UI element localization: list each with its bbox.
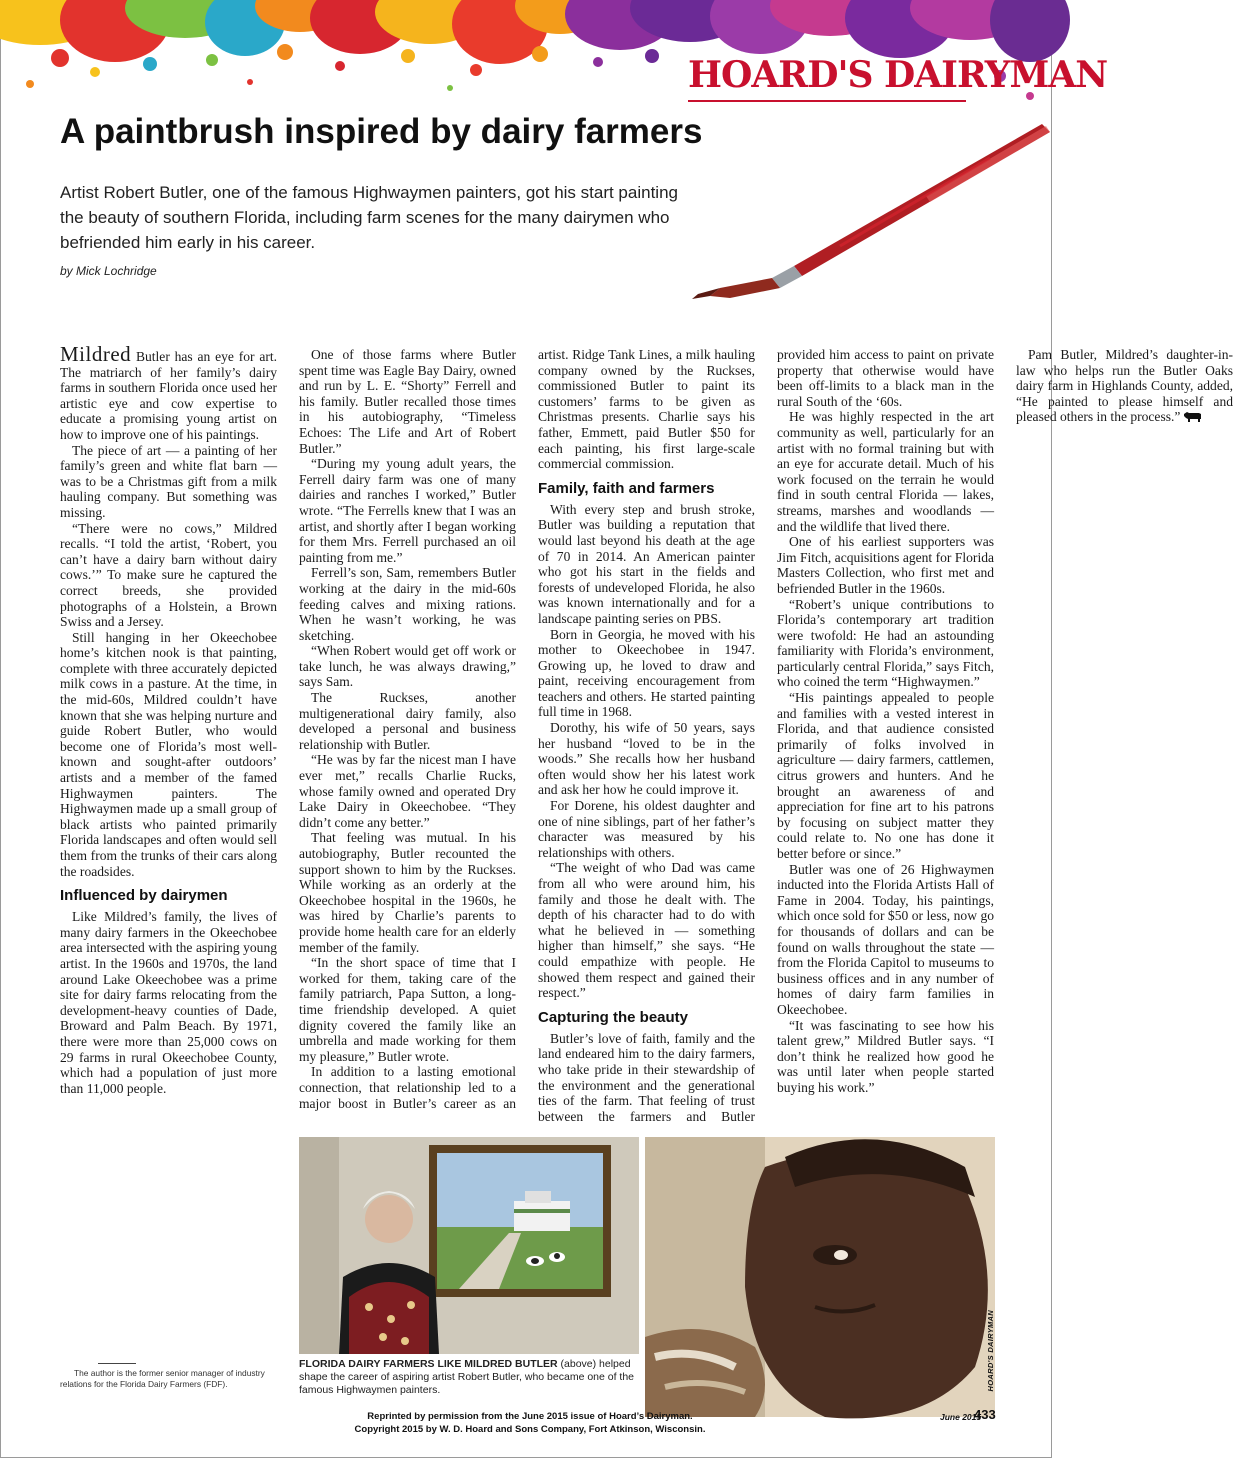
article-paragraph: One of his earliest supporters was Jim Fitch, acquisitions agent for Florida Masters Collection, who first met and befriended Butler in the 1960s. — [777, 534, 994, 596]
subhead-capturing-the-beauty: Capturing the beauty — [538, 1008, 689, 1026]
article-paragraph: “It was fascinating to see how his talent grew,” Mildred Butler says. “I don’t think he realized how good he was until later when people started buying his work.” — [777, 1017, 994, 1095]
article-paragraph: Dorothy, his wife of 50 years, says her husband “loved to be in the woods.” She recalls how her husband often would show her his latest work and ask her how he could improve it. — [538, 720, 755, 798]
page-number: 433 — [974, 1407, 996, 1422]
article-dek: Artist Robert Butler, one of the famous Highwaymen painters, got his start painting the beauty of southern Florida, including farm scenes for the many dairymen who befriended him early in his career. — [60, 183, 678, 252]
photo-credit: HOARD'S DAIRYMAN — [986, 1310, 995, 1392]
cow-icon — [1183, 411, 1203, 422]
article-paragraph: Ferrell’s son, Sam, remembers Butler working at the dairy in the mid-60s feeding calves and mixing rations. When he wasn’t working, he was sketching. — [299, 565, 516, 643]
masthead-rule — [688, 100, 966, 102]
article-paragraph: “When Robert would get off work or take lunch, he was always drawing,” says Sam. — [299, 643, 516, 690]
drop-cap-word: Mildred — [60, 342, 132, 366]
caption-lead: FLORIDA DAIRY FARMERS LIKE MILDRED BUTLER — [299, 1358, 558, 1370]
article-text: Butler has an eye for art. The matriarch of her family’s dairy farms in southern Florida once used her artistic eye and cow expertise to educate a promising young artist on how to improve one of his paintings. — [60, 349, 277, 442]
subhead-influenced-by-dairymen: Influenced by dairymen — [60, 887, 228, 905]
article-text: Pam Butler, Mildred’s daughter-in-law who helps run the Butler Oaks dairy farm in Highlands County, added, “He painted to please himself and pleased others in the process.” — [1016, 347, 1233, 425]
subhead-family-faith-farmers: Family, faith and farmers — [538, 479, 715, 497]
caption-text: (above) helped shape the career of aspiring artist Robert Butler, who became one of the famous Highwaymen painters. — [299, 1358, 635, 1396]
reprint-notice — [300, 1410, 760, 1436]
article-paragraph: In addition to a lasting emotional connection, that relationship led to a major boost in Butler’s career as an artist. Ridge Tank Lines, a milk hauling company owned by the Ruckses, commissioned Butler to paint its customers’ farms to be given as Christmas presents. Charlie says his father, Emmett, paid Butler $50 for each painting, his first large-scale commercial commission. — [299, 347, 755, 1111]
footnote-rule — [98, 1363, 136, 1364]
headline: A paintbrush inspired by dairy farmers — [60, 112, 703, 151]
issue-date: June 2015 — [940, 1412, 982, 1422]
article-paragraph: For Dorene, his oldest daughter and one of nine siblings, part of her father’s character was measured by his relationships with others. — [538, 798, 755, 860]
article-paragraph: “Robert’s unique contributions to Florida’s contemporary art tradition were twofold: He had an astounding familiarity with Florida’s environment, particularly central Florida,” says Fitch, who coined the term “Highwaymen.” — [777, 596, 994, 690]
article-paragraph: The piece of art — a painting of her family’s green and white flat barn — was to be a Christmas gift from a milk hauling company. But something was missing. — [60, 442, 277, 520]
article-paragraph: Like Mildred’s family, the lives of many dairy farmers in the Okeechobee area intersected with the aspiring young artist. In the 1960s and 1970s, the land around Lake Okeechobee was a prime site for dairy farms relocating from the development-heavy counties of Dade, Broward and Palm Beach. By 1971, there were more than 25,000 cows on 29 farms in rural Okeechobee County, which had a population of just more than 11,000 people. — [60, 909, 277, 1096]
article-paragraph: That feeling was mutual. In his autobiography, Butler recounted the support shown to him by the Ruckses. While working as an orderly at the Okeechobee hospital in the 1960s, he was hired by Charlie’s parents to provide home health care for an elderly member of the family. — [299, 830, 516, 955]
article-paragraph: Still hanging in her Okeechobee home’s kitchen nook is that painting, complete with three accurately depicted milk cows in a pasture. At the time, in the mid-60s, Mildred couldn’t have known that she was helping nurture and guide Robert Butler, who would become one of Florida’s most well-known and sought-after outdoors’ artists and a member of the famed Highwaymen painters. The Highwaymen made up a small group of black artists who painted primarily Florida landscapes and often would sell them from the trunks of their cars along the roadsides. — [60, 629, 277, 879]
article-paragraph — [1016, 347, 1233, 425]
reprint-line: Reprinted by permission from the June 2015 issue of Hoard’s Dairyman. — [367, 1411, 693, 1422]
article-paragraph: Butler’s love of faith, family and the land endeared him to the dairy farmers, who take pride in their stewardship of the environment and the generational ties of the farm. That feeling of trust between the farmers and Butler provided him access to paint on private property that otherwise would have been off-limits to a black man in the rural South of the ‘60s. — [538, 347, 994, 1124]
article-paragraph: The Ruckses, another multigenerational dairy family, also developed a personal and business relationship with Butler. — [299, 690, 516, 752]
article-paragraph — [60, 342, 277, 443]
article-paragraph: “The weight of who Dad was came from all who were around him, his family and those he dealt with. The depth of his character had to do with what he believed in — something higher than himself,” she says. “He could empathize with people. He showed them respect and gained their respect.” — [538, 860, 755, 1001]
photo-mildred-butler-with-painting — [299, 1137, 639, 1354]
paintbrush-illustration — [690, 118, 1052, 300]
article-paragraph: “There were no cows,” Mildred recalls. “I told the artist, ‘Robert, you can’t have a dairy barn without dairy cows.’” To make sure he captured the correct breeds, she provided photographs of a Holstein, a Brown Swiss and a Jersey. — [60, 520, 277, 630]
article-paragraph: “During my young adult years, the Ferrell dairy farm was one of many dairies and ranches I worked,” Butler wrote. “The Ferrells knew that I was an artist, and shortly after I began working for them Mrs. Ferrell purchased an oil painting from me.” — [299, 456, 516, 565]
article-paragraph: “His paintings appealed to people and families with a vested interest in Florida, and that audience consisted primarily of folks involved in agriculture — dairy farmers, cattlemen, citrus growers and hunters. And he brought an awareness of and appreciation for fine art to his patrons by focusing on subject matter they could relate to. No one has done it better before or since.” — [777, 690, 994, 861]
author-footnote: The author is the former senior manager of industry relations for the Florida Dairy Farmers (FDF). — [60, 1368, 265, 1389]
photo-robert-butler-portrait — [645, 1137, 995, 1417]
article-body — [60, 342, 1233, 1125]
masthead-logo: HOARD'S DAIRYMAN — [688, 54, 1108, 96]
copyright-line: Copyright 2015 by W. D. Hoard and Sons Company, Fort Atkinson, Wisconsin. — [354, 1424, 706, 1435]
article-paragraph: Born in Georgia, he moved with his mother to Okeechobee in 1947. Growing up, he loved to draw and paint, receiving encouragement from teachers and others. He started painting full time in 1968. — [538, 626, 755, 720]
article-paragraph: Butler was one of 26 Highwaymen inducted into the Florida Artists Hall of Fame in 2004. Today, his paintings, which once sold for $50 or less, now go for thousands of dollars and can be found on walls throughout the state — from the Florida Capitol to museums to business offices and in any number of homes of dairy farm families in Okeechobee. — [777, 861, 994, 1017]
byline: by Mick Lochridge — [60, 264, 157, 278]
article-paragraph: “In the short space of time that I worked for them, taking care of the family patriarch, Papa Sutton, a long-time friendship developed. A quiet dignity covered the family like an umbrella and made working for them my pleasure,” Butler wrote. — [299, 955, 516, 1064]
article-paragraph: With every step and brush stroke, Butler was building a reputation that would last beyond his death at the age of 70 in 2014. An American painter who got his start in the fields and forests of undeveloped Florida, he also was known internationally and for a landscape painting series on PBS. — [538, 501, 755, 626]
article-paragraph: One of those farms where Butler spent time was Eagle Bay Dairy, owned and run by L. E. “Shorty” Ferrell and his family. Butler recalled those times in his autobiography, “Timeless Echoes: The Life and Art of Robert Butler.” — [299, 347, 516, 456]
photo-caption — [299, 1358, 641, 1397]
article-paragraph: He was highly respected in the art community as well, particularly for an artist with no formal training but with an eye for accurate detail. Much of his work focused on the terrain he would find in south central Florida — lakes, streams, marshes and woodlands — and the wildlife that lived there. — [777, 409, 994, 534]
article-paragraph: “He was by far the nicest man I have ever met,” recalls Charlie Rucks, whose family owned and operated Dry Lake Dairy in Okeechobee. “They didn’t come any better.” — [299, 752, 516, 830]
